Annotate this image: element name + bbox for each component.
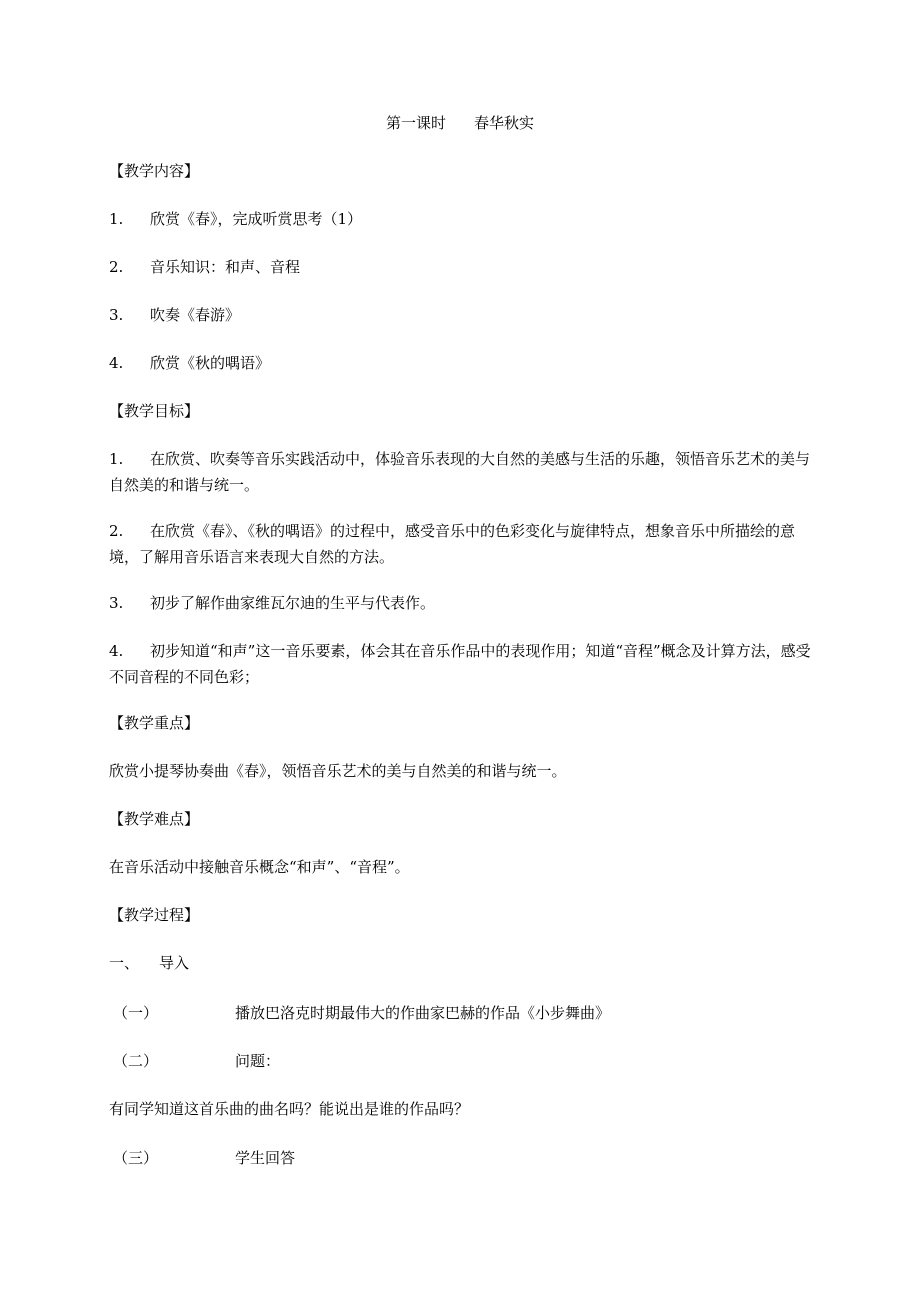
goal-item-text: 在欣赏、吹奏等音乐实践活动中，体验音乐表现的大自然的美感与生活的乐趣，领悟音乐艺术的美与自然美的和谐与统一。 [109,450,811,494]
sub-item-text: 问题： [235,1052,281,1070]
process-step-number: 一、 [109,954,140,972]
goal-item-number: 1. [109,450,124,468]
sub-item [113,1048,280,1074]
title-lesson-name: 春华秋实 [474,114,535,132]
sub-item-number: （三） [113,1149,159,1167]
goal-item [109,590,819,616]
sub-item-text: 学生回答 [235,1149,296,1167]
goals-heading: 【教学目标】 [109,402,200,420]
content-heading: 【教学内容】 [109,162,200,180]
content-item [109,206,362,232]
goal-item-number: 3. [109,594,124,612]
content-item-text: 欣赏《春》，完成听赏思考（1） [150,210,363,228]
process-step [109,950,189,976]
question-text: 有同学知道这首乐曲的曲名吗？能说出是谁的作品吗？ [109,1100,470,1118]
difficulty-text: 在音乐活动中接触音乐概念“和声”、“音程”。 [109,858,410,876]
goal-item [109,518,819,570]
difficulty-heading: 【教学难点】 [109,810,200,828]
content-item [109,350,270,376]
process-step-text: 导入 [159,954,190,972]
sub-item-number: （二） [113,1052,159,1070]
goal-item-text: 在欣赏《春》、《秋的喁语》的过程中，感受音乐中的色彩变化与旋律特点，想象音乐中所描绘的意境，了解用音乐语言来表现大自然的方法。 [109,522,796,566]
goal-item-number: 4. [109,642,124,660]
page-title [0,110,920,136]
title-lesson-number: 第一课时 [385,114,446,132]
process-heading: 【教学过程】 [109,906,200,924]
goal-item-text: 初步知道“和声”这一音乐要素，体会其在音乐作品中的表现作用；知道“音程”概念及计算方法，感受不同音程的不同色彩； [109,642,811,686]
content-item-number: 3. [109,306,124,324]
content-item-number: 4. [109,354,124,372]
content-item-text: 欣赏《秋的喁语》 [150,354,271,372]
sub-item [113,1145,295,1171]
sub-item [113,1000,610,1026]
key-text: 欣赏小提琴协奏曲《春》，领悟音乐艺术的美与自然美的和谐与统一。 [109,762,567,780]
content-item-number: 1. [109,210,124,228]
goal-item [109,638,819,690]
goal-item-number: 2. [109,522,124,540]
content-item-number: 2. [109,258,124,276]
content-item [109,254,300,280]
goal-item-text: 初步了解作曲家维瓦尔迪的生平与代表作。 [150,594,436,612]
sub-item-number: （一） [113,1004,159,1022]
content-item [109,302,240,328]
goal-item [109,446,819,498]
content-item-text: 音乐知识：和声、音程 [150,258,301,276]
key-heading: 【教学重点】 [109,714,200,732]
content-item-text: 吹奏《春游》 [150,306,241,324]
sub-item-text: 播放巴洛克时期最伟大的作曲家巴赫的作品《小步舞曲》 [235,1004,611,1022]
